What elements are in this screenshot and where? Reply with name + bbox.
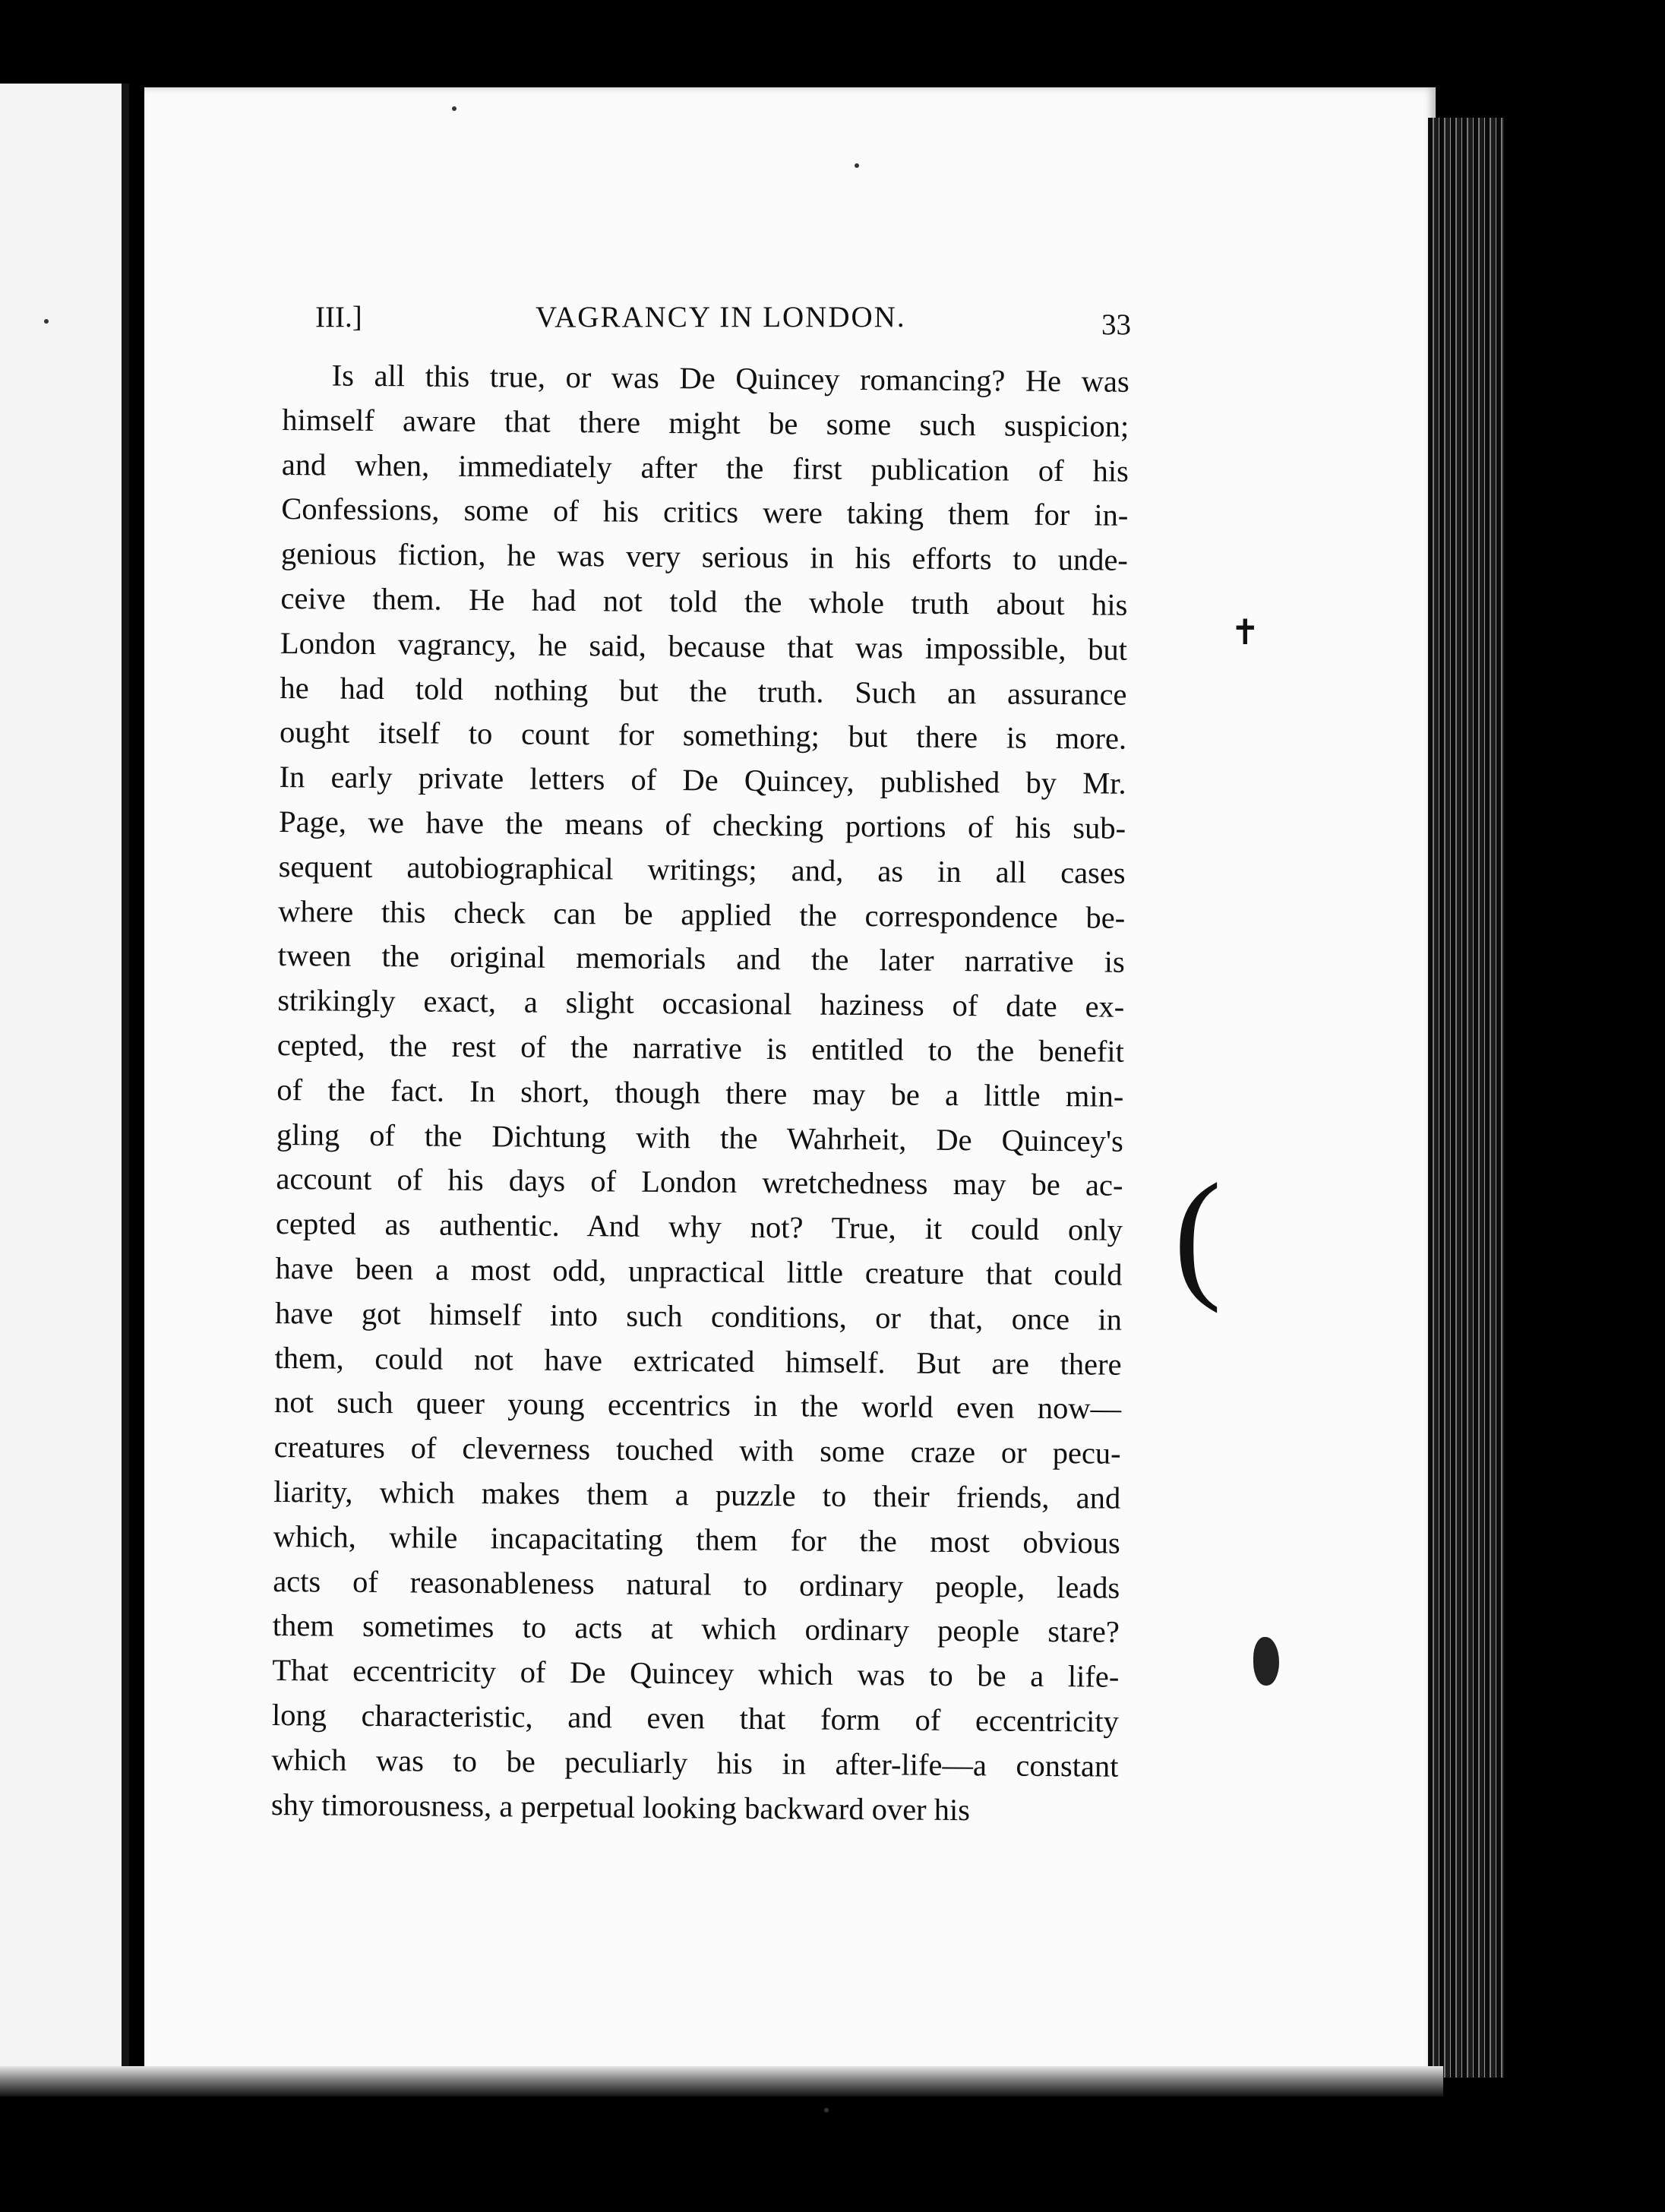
- text-line: sequent autobiographical writings; and, as in all cases: [278, 848, 1126, 890]
- speck-mark: [44, 319, 49, 324]
- previous-page-edge: [0, 84, 129, 2081]
- text-line: Confessions, some of his critics were taking them for in-: [281, 491, 1129, 533]
- text-line: gling of the Dichtung with the Wahrheit, De Quincey's: [276, 1117, 1124, 1158]
- running-header: [315, 300, 1143, 341]
- text-line: genious fiction, he was very serious in his efforts to unde-: [280, 536, 1129, 577]
- page-number: 33: [1101, 308, 1131, 341]
- text-line: which was to be peculiarly his in after-life—a constant: [271, 1742, 1119, 1784]
- text-line: That eccentricity of De Quincey which was to be a life-: [272, 1653, 1120, 1694]
- text-line: In early private letters of De Quincey, published by Mr.: [279, 760, 1126, 801]
- text-line: acts of reasonableness natural to ordinary people, leads: [273, 1563, 1120, 1605]
- text-line: creatures of cleverness touched with some craze or pecu-: [273, 1430, 1121, 1471]
- page-block-edges: [1428, 118, 1504, 2078]
- text-line: ought itself to count for something; but there is more.: [279, 715, 1127, 757]
- text-line: shy timorousness, a perpetual looking backward over his: [270, 1787, 971, 1827]
- text-line: strikingly exact, a slight occasional haziness of date ex-: [277, 983, 1125, 1024]
- text-line: himself aware that there might be some such suspicion;: [282, 402, 1129, 444]
- text-line: them, could not have extricated himself. But are there: [274, 1340, 1122, 1382]
- text-line: have been a most odd, unpractical little creature that could: [275, 1250, 1123, 1292]
- running-title: VAGRANCY IN LONDON.: [536, 301, 906, 333]
- text-line: long characteristic, and even that form of eccentricity: [271, 1697, 1120, 1739]
- text-line: of the fact. In short, though there may be a little min-: [276, 1072, 1124, 1114]
- text-line: ceive them. He had not told the whole truth about his: [280, 580, 1128, 622]
- text-line: which, while incapacitating them for the most obvious: [273, 1518, 1120, 1560]
- text-line: London vagrancy, he said, because that was impossible, but: [280, 625, 1128, 667]
- speck-mark: [824, 2108, 829, 2112]
- text-line: have got himself into such conditions, or that, once in: [274, 1295, 1123, 1337]
- page-bottom-edge: [0, 2066, 1443, 2097]
- text-line: cepted as authentic. And why not? True, it could only: [275, 1206, 1123, 1247]
- text-line: cepted, the rest of the narrative is entitled to the benefit: [276, 1027, 1124, 1069]
- text-line: he had told nothing but the truth. Such an assurance: [280, 670, 1127, 712]
- text-line: them sometimes to acts at which ordinary people stare?: [272, 1608, 1120, 1650]
- text-line: and when, immediately after the first publication of his: [281, 447, 1129, 488]
- speck-mark: [452, 106, 457, 111]
- running-section: III.]: [315, 301, 362, 333]
- text-line: Page, we have the means of checking portions of his sub-: [278, 804, 1126, 845]
- speck-mark: [855, 163, 859, 168]
- margin-bracket-mark: (: [1174, 1155, 1222, 1314]
- text-line: tween the original memorials and the later narrative is: [277, 938, 1125, 980]
- text-line: Is all this true, or was De Quincey romancing? He was: [331, 358, 1129, 399]
- text-line: liarity, which makes them a puzzle to their friends, and: [273, 1474, 1121, 1515]
- text-line: account of his days of London wretchedness may be ac-: [276, 1161, 1123, 1203]
- text-line: where this check can be applied the correspondence be-: [278, 893, 1126, 935]
- margin-cross-mark: ✝: [1231, 613, 1260, 652]
- body-text: [271, 353, 1129, 1834]
- margin-ink-blot: [1253, 1637, 1279, 1686]
- text-line: not such queer young eccentrics in the world even now—: [273, 1385, 1122, 1427]
